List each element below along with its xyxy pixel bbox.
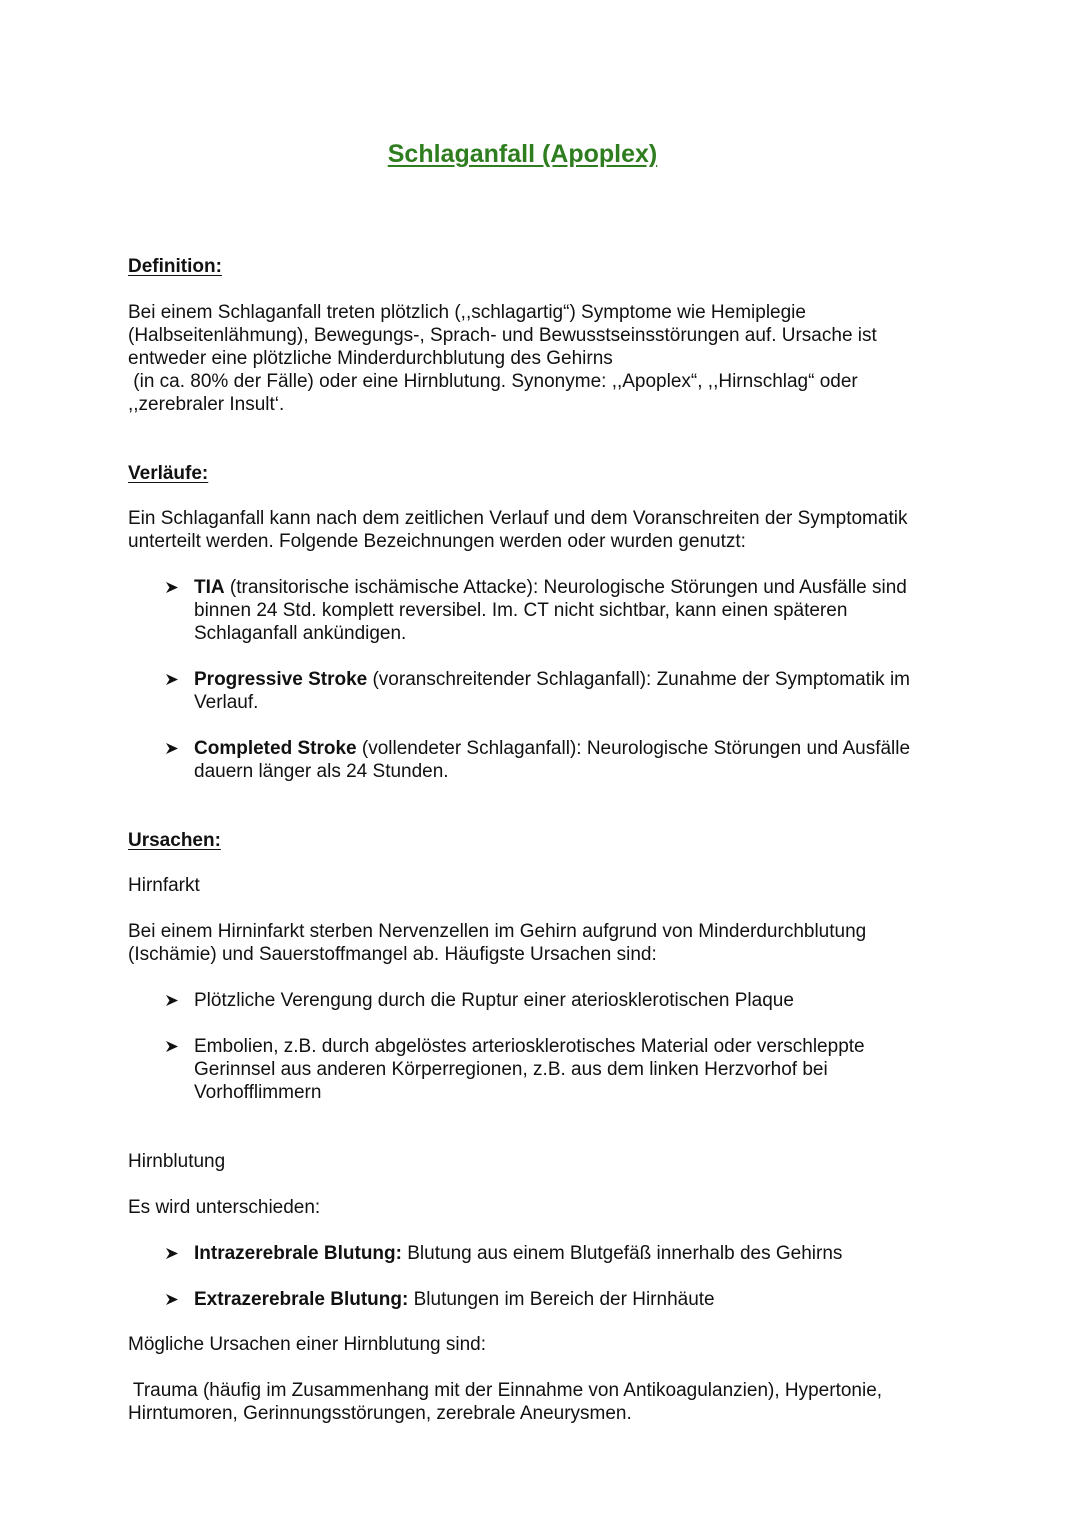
arrowhead-icon (165, 1242, 183, 1265)
verlaeufe-intro-line: Ein Schlaganfall kann nach dem zeitlichen Verlauf und dem Voranschreiten der Symptomatik (128, 508, 908, 529)
term: Intrazerebrale Blutung: (194, 1243, 402, 1264)
hirnfarkt-line: Bei einem Hirninfarkt sterben Nervenzellen im Gehirn aufgrund von Minderdurchblutung (128, 921, 867, 942)
list-item-line: binnen 24 Std. komplett reversibel. Im. CT nicht sichtbar, kann einen späteren (194, 600, 848, 621)
causes-line: Trauma (häufig im Zusammenhang mit der Einnahme von Antikoagulanzien), Hypertonie, (128, 1380, 883, 1401)
definition-paragraph (128, 301, 978, 416)
term-description: (vollendeter Schlaganfall): Neurologische Störungen und Ausfälle (356, 738, 911, 759)
list-item-line: Schlaganfall ankündigen. (194, 623, 407, 644)
term: Extrazerebrale Blutung: (194, 1289, 409, 1310)
arrowhead-icon (165, 989, 183, 1012)
arrowhead-icon (165, 1035, 183, 1058)
definition-line: (in ca. 80% der Fälle) oder eine Hirnblutung. Synonyme: ,,Apoplex“, ,,Hirnschlag“ oder (128, 371, 858, 392)
definition-line: Bei einem Schlaganfall treten plötzlich (,,schlagartig“) Symptome wie Hemiplegie (128, 302, 806, 323)
term-description: Blutung aus einem Blutgefäß innerhalb des Gehirns (401, 1243, 843, 1264)
heading-verlaeufe: Verläufe: (128, 463, 209, 484)
term-description: (voranschreitender Schlaganfall): Zunahme der Symptomatik im (367, 669, 910, 690)
heading-ursachen: Ursachen: (128, 830, 221, 851)
definition-line: ,,zerebraler Insult‘. (128, 394, 285, 415)
arrowhead-icon (165, 576, 183, 599)
list-item-line: dauern länger als 24 Stunden. (194, 761, 449, 782)
term-description: (transitorische ischämische Attacke): Neurologische Störungen und Ausfälle sind (224, 577, 907, 598)
hirnblutung-causes (128, 1379, 978, 1425)
definition-line: entweder eine plötzliche Minderdurchblutung des Gehirns (128, 348, 613, 369)
list-item-line: Verlauf. (194, 692, 259, 713)
verlaeufe-intro-line: unterteilt werden. Folgende Bezeichnungen werden oder wurden genutzt: (128, 531, 746, 552)
hirnblutung-causes-intro: Mögliche Ursachen einer Hirnblutung sind: (128, 1334, 487, 1355)
list-item-line: Embolien, z.B. durch abgelöstes arteriosklerotisches Material oder verschleppte (194, 1036, 865, 1057)
list-item-line: Plötzliche Verengung durch die Ruptur einer ateriosklerotischen Plaque (194, 990, 794, 1011)
heading-definition: Definition: (128, 256, 222, 277)
subheading-hirnblutung: Hirnblutung (128, 1151, 226, 1172)
subheading-hirnfarkt: Hirnfarkt (128, 875, 200, 896)
causes-line: Hirntumoren, Gerinnungsstörungen, zerebrale Aneurysmen. (128, 1403, 632, 1424)
term: Progressive Stroke (194, 669, 368, 690)
arrowhead-icon (165, 668, 183, 691)
arrowhead-icon (165, 737, 183, 760)
verlaeufe-intro (128, 507, 978, 553)
hirnfarkt-line: (Ischämie) und Sauerstoffmangel ab. Häufigste Ursachen sind: (128, 944, 657, 965)
list-item-line: Vorhofflimmern (194, 1082, 322, 1103)
term-description: Blutungen im Bereich der Hirnhäute (408, 1289, 715, 1310)
arrowhead-icon (165, 1288, 183, 1311)
term: Completed Stroke (194, 738, 357, 759)
hirnfarkt-paragraph (128, 920, 978, 966)
hirnblutung-intro: Es wird unterschieden: (128, 1197, 321, 1218)
term: TIA (194, 577, 225, 598)
list-item-line: Gerinnsel aus anderen Körperregionen, z.B. aus dem linken Herzvorhof bei (194, 1059, 828, 1080)
page-title: Schlaganfall (Apoplex) (387, 140, 658, 168)
definition-line: (Halbseitenlähmung), Bewegungs-, Sprach- und Bewusstseinsstörungen auf. Ursache ist (128, 325, 877, 346)
